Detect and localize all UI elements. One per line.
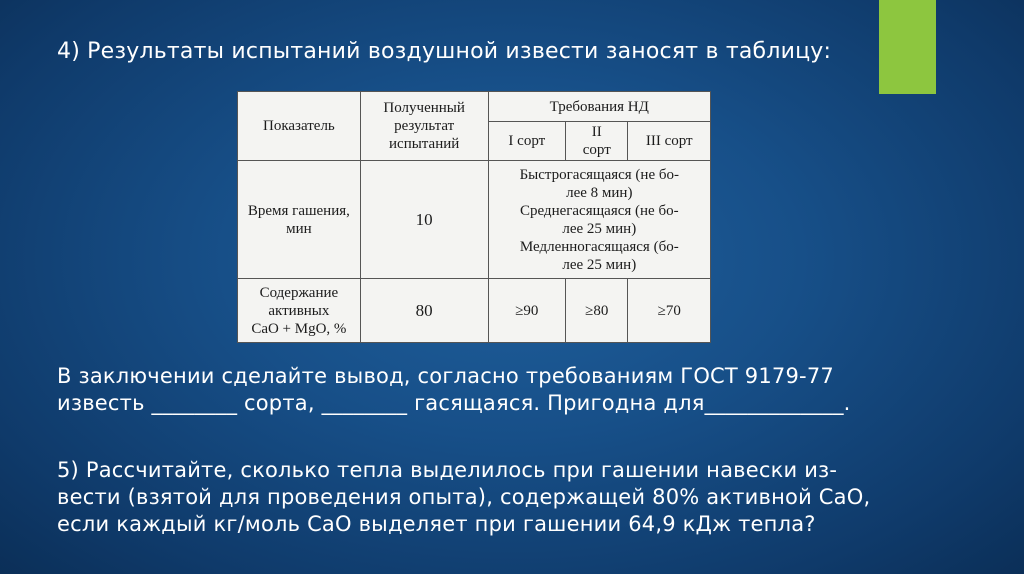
row-slaking-time-name	[238, 161, 361, 279]
req-line-5: Медленногасящаяся (бо-	[519, 238, 679, 255]
row-active-content-value: 80	[360, 279, 488, 343]
header-result-line-1: Полученный	[383, 100, 465, 116]
task5-paragraph	[57, 457, 957, 538]
task5-line-3: если каждый кг/моль CaO выделяет при гашении 64,9 кДж тепла?	[57, 512, 816, 536]
header-grade-2-line-1: II	[591, 124, 602, 140]
row-active-content-name	[238, 279, 361, 343]
header-requirements: Требования НД	[488, 92, 710, 122]
row-slaking-time-name-line-2: мин	[286, 220, 312, 237]
conclusion-paragraph	[57, 363, 957, 417]
req-line-6: лее 25 мин)	[562, 256, 637, 273]
req-line-3: Среднегасящаяся (не бо-	[519, 202, 679, 219]
req-line-4: лее 25 мин)	[562, 220, 637, 237]
req-line-2: лее 8 мин)	[566, 184, 633, 201]
slide-heading: 4) Результаты испытаний воздушной извести заносят в таблицу:	[57, 39, 832, 64]
req-line-1: Быстрогасящаяся (не бо-	[519, 166, 679, 183]
conclusion-line-1: В заключении сделайте вывод, согласно требованиям ГОСТ 9179-77	[57, 364, 834, 388]
header-grade-1: I сорт	[488, 122, 565, 161]
row-active-content-grade-3: ≥70	[628, 279, 711, 343]
header-result-line-3: испытаний	[389, 136, 460, 152]
row-slaking-time-name-line-1: Время гашения,	[247, 202, 350, 219]
row-active-content-name-line-3: CaO + MgO, %	[251, 320, 347, 337]
header-result	[360, 92, 488, 161]
accent-bar	[879, 0, 936, 94]
results-table	[237, 91, 711, 343]
row-active-content-grade-2: ≥80	[566, 279, 628, 343]
conclusion-line-2: известь ________ сорта, ________ гасящаяся. Пригодна для_____________.	[57, 391, 851, 415]
row-slaking-time-value: 10	[360, 161, 488, 279]
header-grade-2-line-2: сорт	[582, 142, 611, 158]
header-result-line-2: результат	[394, 118, 455, 134]
task5-line-1: 5) Рассчитайте, сколько тепла выделилось при гашении навески из-	[57, 458, 838, 482]
row-slaking-time-requirements	[488, 161, 710, 279]
row-active-content-name-line-1: Содержание	[259, 284, 339, 301]
row-active-content-grade-1: ≥90	[488, 279, 565, 343]
header-grade-3: III сорт	[628, 122, 711, 161]
header-grade-2	[566, 122, 628, 161]
header-indicator: Показатель	[238, 92, 361, 161]
row-active-content-name-line-2: активных	[268, 302, 330, 319]
task5-line-2: вести (взятой для проведения опыта), содержащей 80% активной CaO,	[57, 485, 871, 509]
